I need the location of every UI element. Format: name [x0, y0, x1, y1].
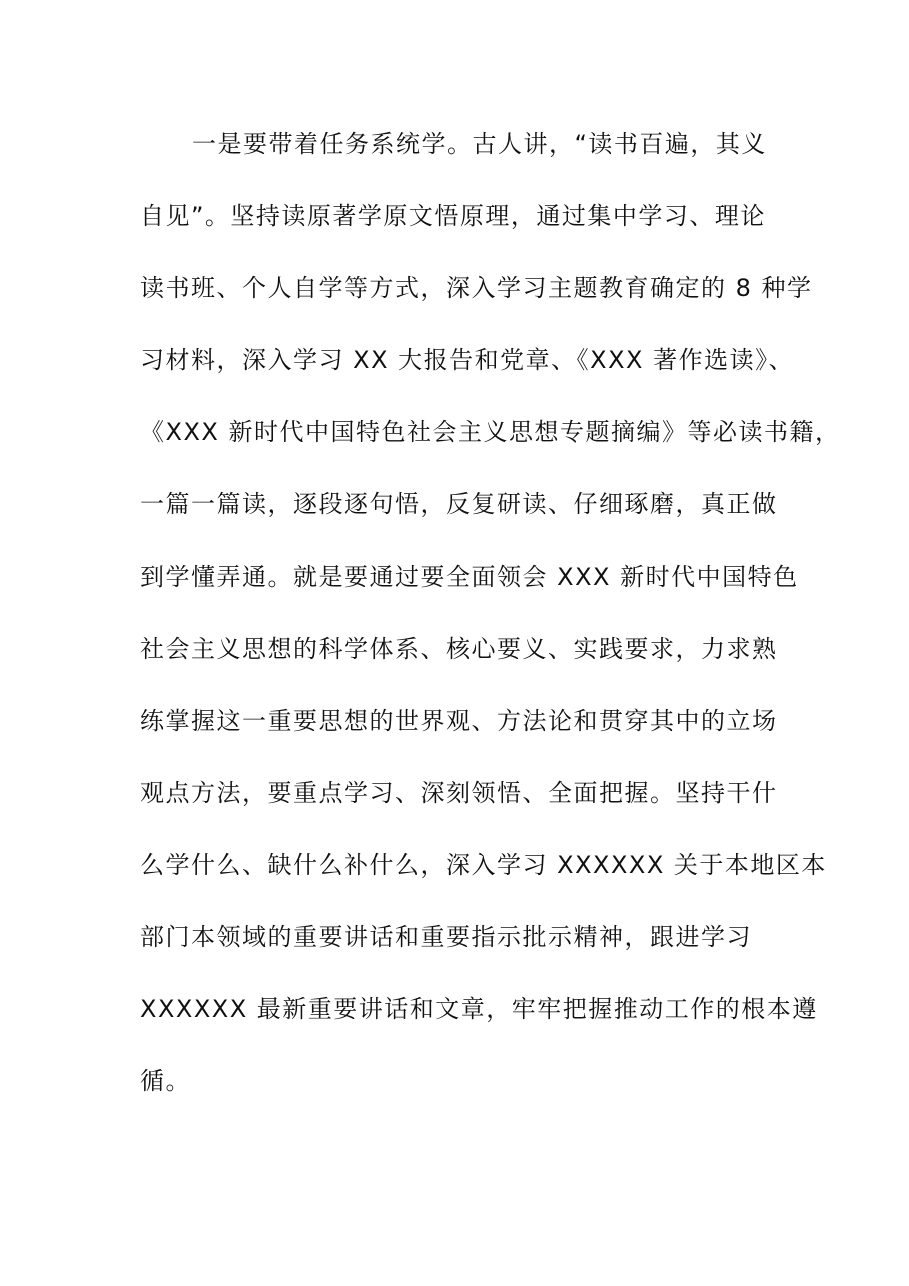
paragraph-line: 习材料，深入学习 XX 大报告和党章、《XXX 著作选读》、 [140, 346, 795, 375]
paragraph [140, 119, 841, 1128]
paragraph-line: 么学什么、缺什么补什么，深入学习 XXXXXX 关于本地区本 [140, 850, 827, 879]
paragraph-line: 自见”。坚持读原著学原文悟原理，通过集中学习、理论 [140, 202, 766, 231]
paragraph-line: 社会主义思想的科学体系、核心要义、实践要求，力求熟 [140, 634, 778, 663]
paragraph-line: 一是要带着任务系统学。古人讲，“读书百遍，其义 [192, 130, 767, 158]
paragraph-line: 到学懂弄通。就是要通过要全面领会 XXX 新时代中国特色 [140, 562, 799, 591]
paragraph-line: 一篇一篇读，逐段逐句悟，反复研读、仔细琢磨，真正做 [140, 490, 778, 519]
paragraph-line: 观点方法，要重点学习、深刻领悟、全面把握。坚持干什 [140, 778, 778, 807]
paragraph-line: 循。 [140, 1067, 191, 1096]
paragraph-line: 《XXX 新时代中国特色社会主义思想专题摘编》等必读书籍， [140, 418, 841, 447]
paragraph-line: 练掌握这一重要思想的世界观、方法论和贯穿其中的立场 [140, 706, 778, 735]
paragraph-line: 读书班、个人自学等方式，深入学习主题教育确定的 8 种学 [140, 274, 813, 303]
paragraph-line: XXXXXX 最新重要讲话和文章，牢牢把握推动工作的根本遵 [140, 995, 818, 1024]
paragraph-line: 部门本领域的重要讲话和重要指示批示精神，跟进学习 [140, 923, 752, 952]
